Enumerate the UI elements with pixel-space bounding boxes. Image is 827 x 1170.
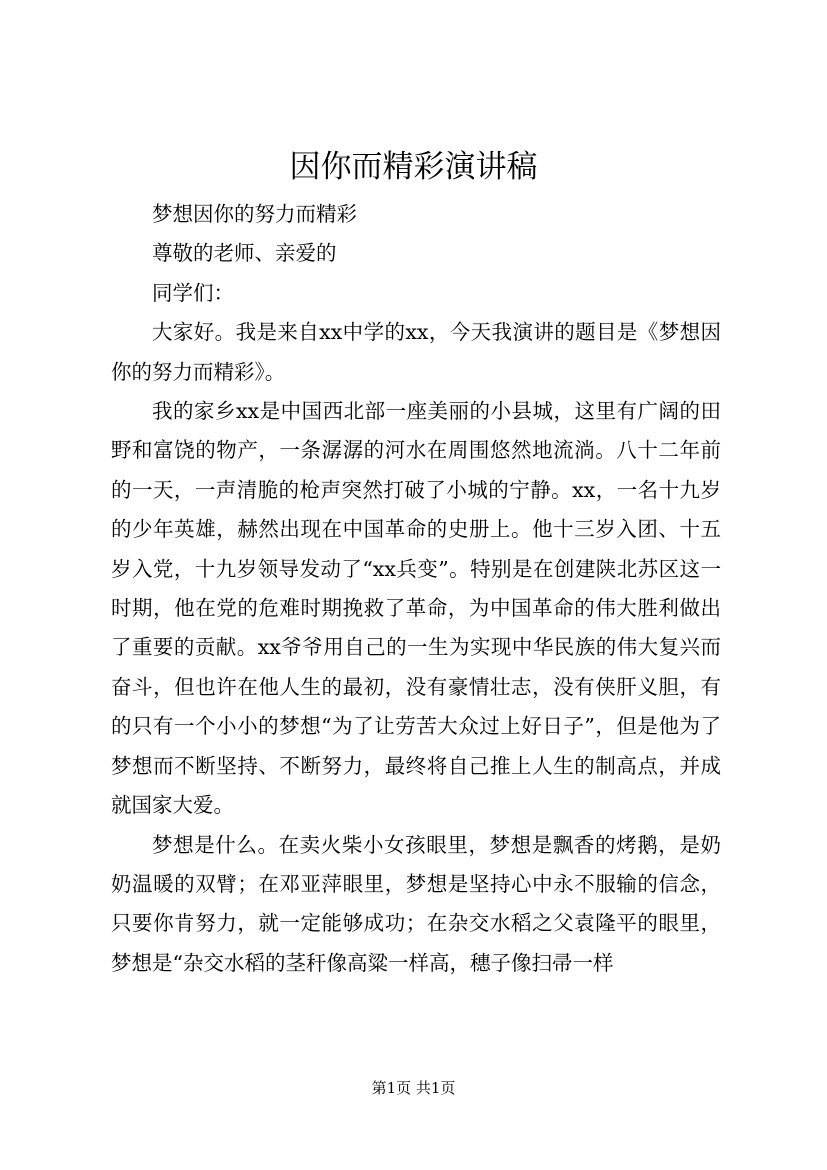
body-paragraph: 梦想是什么。在卖火柴小女孩眼里，梦想是飘香的烤鹅，是奶奶温暖的双臂；在邓亚萍眼里，梦想是坚持心中永不服输的信念，只要你肯努力，就一定能够成功；在杂交水稻之父袁隆平的眼里，梦想是“杂交水稻的茎秆像高粱一样高，穗子像扫帚一样 (111, 832, 721, 975)
subtitle-paragraph: 梦想因你的努力而精彩 (152, 202, 357, 226)
document-body (111, 195, 721, 983)
salutation-line-1: 尊敬的老师、亲爱的 (152, 241, 337, 266)
page-footer: 第1页 共1页 (371, 1079, 456, 1097)
body-paragraph: 大家好。我是来自xx中学的xx，今天我演讲的题目是《梦想因你的努力而精彩》。 (111, 320, 721, 384)
body-paragraph: 我的家乡xx是中国西北部一座美丽的小县城，这里有广阔的田野和富饶的物产，一条潺潺的河水在周围悠然地流淌。八十二年前的一天，一声清脆的枪声突然打破了小城的宁静。xx，一名十九岁的少年英雄，赫然出现在中国革命的史册上。他十三岁入团、十五岁入党，十九岁领导发动了“xx兵变”。特别是在创建陕北苏区这一时期，他在党的危难时期挽救了革命，为中国革命的伟大胜利做出了重要的贡献。xx爷爷用自己的一生为实现中华民族的伟大复兴而奋斗，但也许在他人生的最初，没有豪情壮志，没有侠肝义胆，有的只有一个小小的梦想“为了让劳苦大众过上好日子”，但是他为了梦想而不断坚持、不断努力，最终将自己推上人生的制高点，并成就国家大爱。 (111, 399, 721, 818)
document-title: 因你而精彩演讲稿 (289, 149, 538, 185)
salutation-line-2: 同学们： (152, 280, 234, 305)
